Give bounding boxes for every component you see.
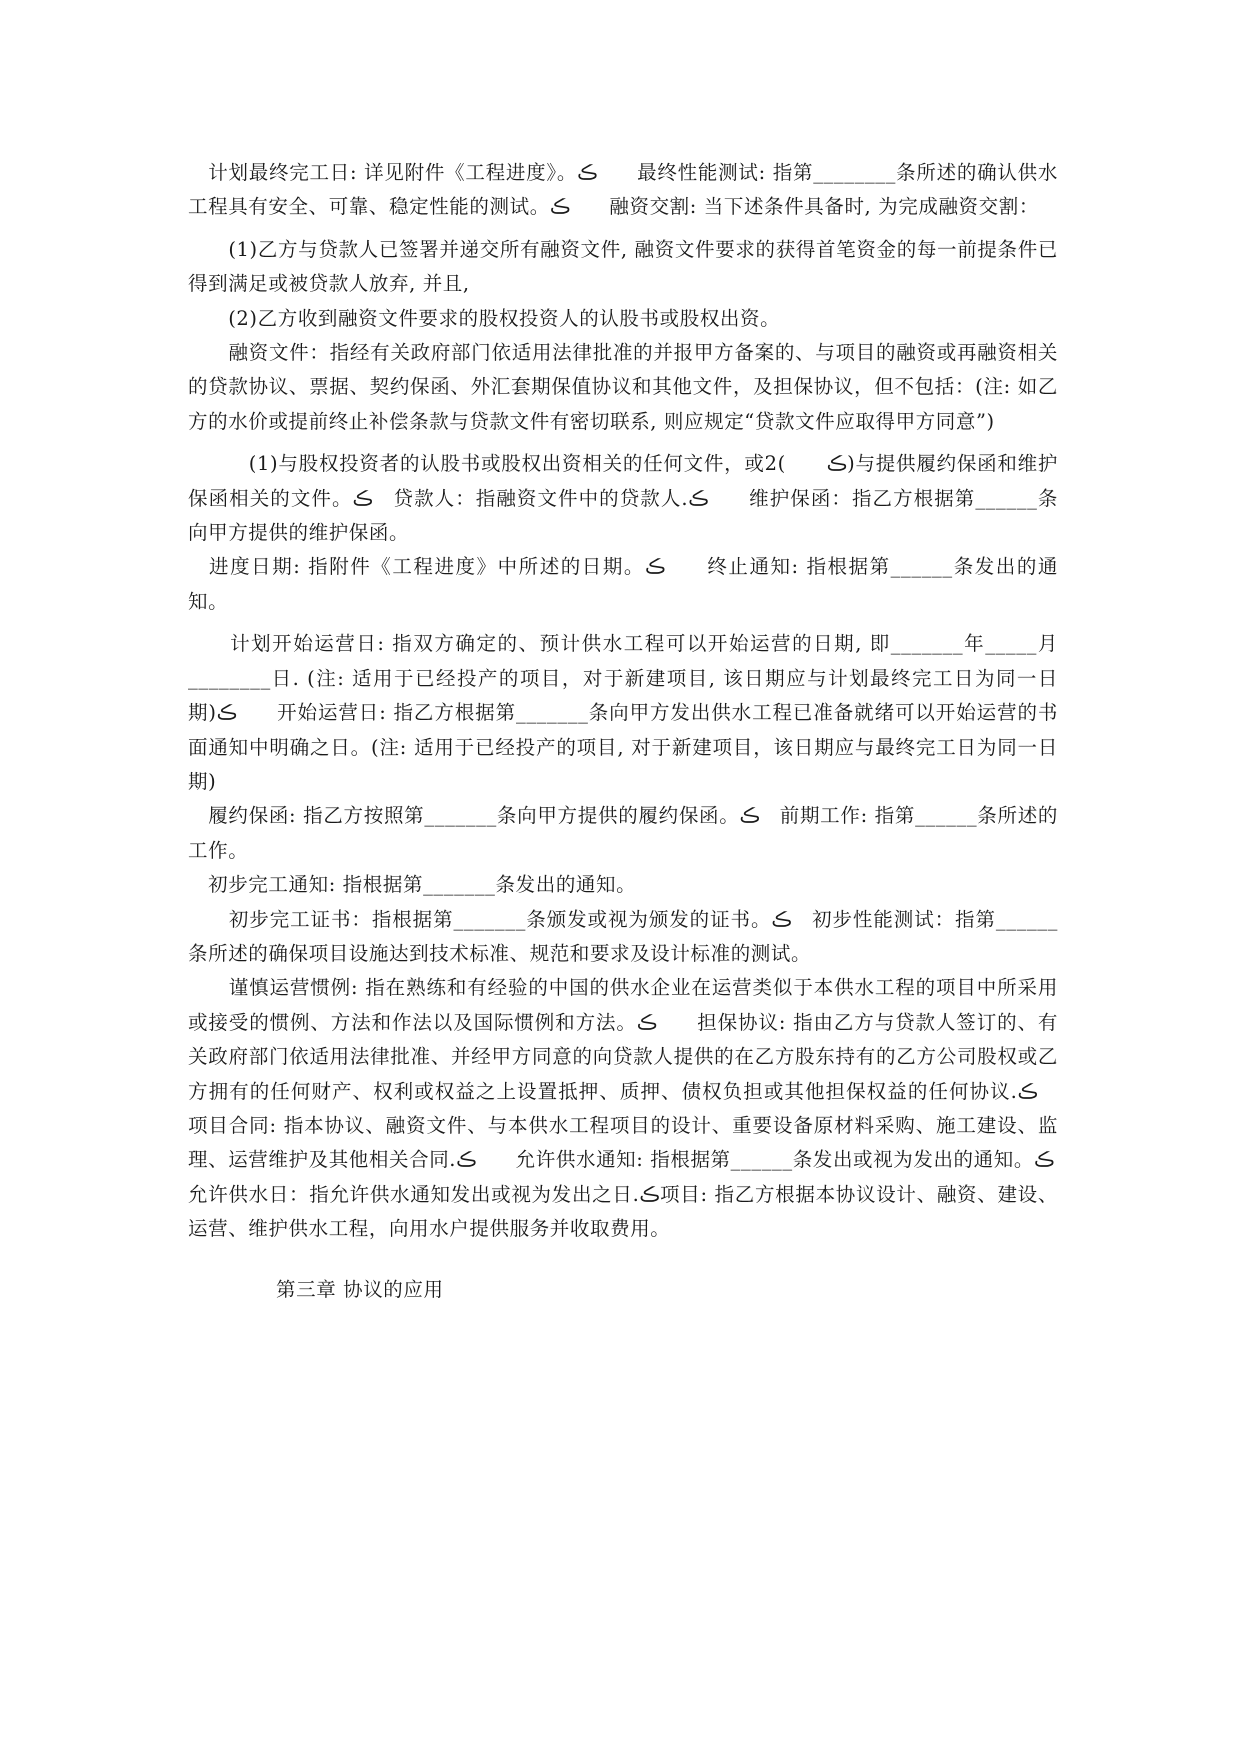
paragraph-preliminary-certificate: 初步完工证书：指根据第_______条颁发或视为颁发的证书。ڪ 初步性能测试：指第______条所述的确保项目设施达到技术标准、规范和要求及设计标准的测试。 <box>188 907 1059 965</box>
paragraph-condition-2: (2)乙方收到融资文件要求的股权投资人的认股书或股权出资。 <box>188 306 781 330</box>
paragraph-condition-1: (1)乙方与贷款人已签署并递交所有融资文件, 融资文件要求的获得首笔资金的每一前提条件已得到满足或被贷款人放弃, 并且, <box>188 237 1058 296</box>
paragraph-preliminary-notice: 初步完工通知: 指根据第_______条发出的通知。 <box>188 873 637 897</box>
paragraph-financing-documents: 融资文件：指经有关政府部门依适用法律批准的并报甲方备案的、与项目的融资或再融资相关的贷款协议、票据、契约保函、外汇套期保值协议和其他文件，及担保协议，但不包括：(注: 如乙方的水价或提前终止补偿条款与贷款文件有密切联系, 则应规定“贷款文件应取得甲方同意”) <box>188 341 1058 433</box>
paragraph-prudent-practice: 谨慎运营惯例: 指在熟练和有经验的中国的供水企业在运营类似于本供水工程的项目中所采用或接受的惯例、方法和作法以及国际惯例和方法。ڪ 担保协议: 指由乙方与贷款人签订的、有关政府部门依适用法律批准、并经甲方同意的向贷款人提供的在乙方股东持有的乙方公司股权或乙方拥有的任何财产、权利或权益之上设置抵押、质押、债权负担或其他担保权益的任何协议.ڪ 项目合同: 指本协议、融资文件、与本供水工程项目的设计、重要设备原材料采购、施工建设、监理、运营维护及其他相关合同.ڪ 允许供水通知: 指根据第______条发出或视为发出的通知。ڪ 允许供水日：指允许供水通知发出或视为发出之日.ڪ项目: 指乙方根据本协议设计、融资、建设、运营、维护供水工程，向用水户提供服务并收取费用。 <box>188 976 1094 1241</box>
chapter-title: 第三章 协议的应用 <box>276 1277 444 1301</box>
paragraph-completion-dates: 计划最终完工日: 详见附件《工程进度》。ڪ 最终性能测试: 指第________条所述的确认供水工程具有安全、可靠、稳定性能的测试。ڪ 融资交割: 当下述条件具备时, 为完成融资交割： <box>188 161 1058 219</box>
paragraph-progress-dates: 进度日期: 指附件《工程进度》中所述的日期。ڪ 终止通知: 指根据第______条发出的通知。 <box>188 555 1058 613</box>
document-page <box>188 156 1094 1307</box>
paragraph-performance-bond: 履约保函: 指乙方按照第_______条向甲方提供的履约保函。ڪ 前期工作: 指第______条所述的工作。 <box>188 804 1059 862</box>
paragraph-equity-and-guarantees: (1)与股权投资者的认股书或股权出资相关的任何文件，或2( ڪ)与提供履约保函和维护保函相关的文件。ڪ 贷款人：指融资文件中的贷款人.ڪ 维护保函：指乙方根据第______条向甲方提供的维护保函。 <box>188 452 1058 545</box>
paragraph-operation-dates: 计划开始运营日: 指双方确定的、预计供水工程可以开始运营的日期, 即_______年_____月________日. (注: 适用于已经投产的项目，对于新建项目, 该日期应与计划最终完工日为同一日期)ڪ 开始运营日: 指乙方根据第_______条向甲方发出供水工程已准备就绪可以开始运营的书面通知中明确之日。(注: 适用于已经投产的项目, 对于新建项目，该日期应与最终完工日为同一日期) <box>188 632 1058 793</box>
